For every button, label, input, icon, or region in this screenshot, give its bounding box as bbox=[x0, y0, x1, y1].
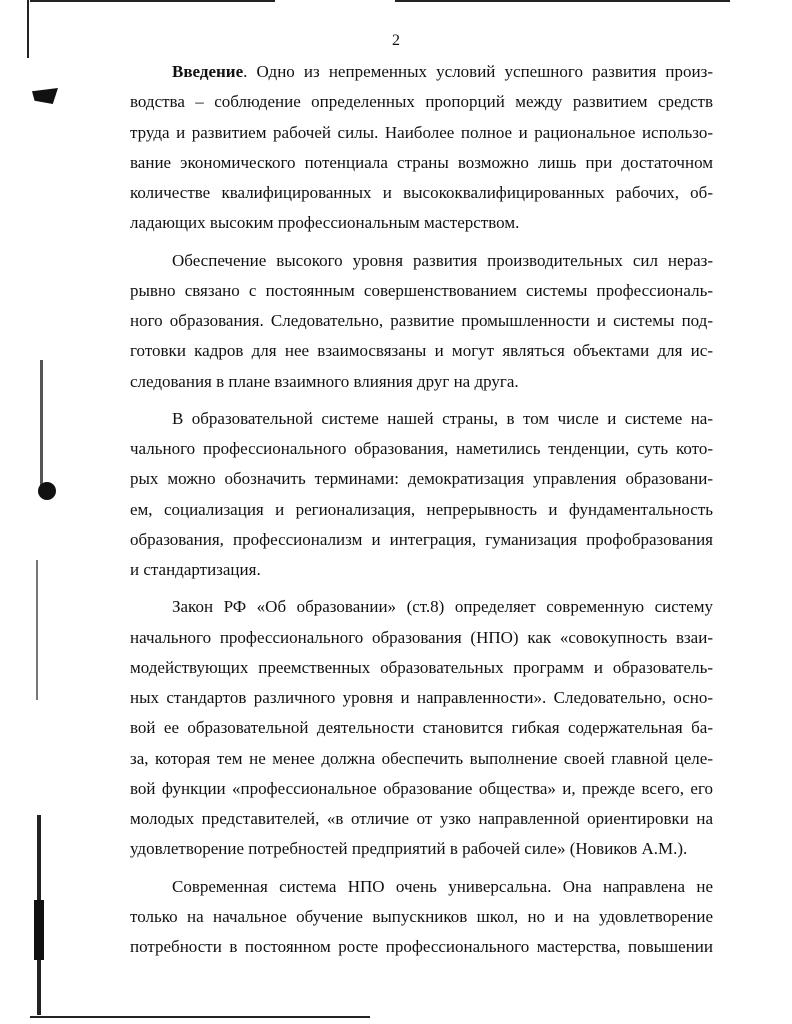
body-text bbox=[130, 57, 713, 962]
scan-blot-upper bbox=[32, 88, 58, 104]
text-line: Современная система НПО очень универсальна. Она направлена не bbox=[172, 876, 713, 896]
text-line: удовлетворение потребностей предприятий в рабочей силе» (Новиков А.М.). bbox=[130, 839, 688, 859]
text-line: начального профессионального образования (НПО) как «совокупность взаи- bbox=[130, 627, 713, 647]
text-line: готовки кадров для нее взаимосвязаны и могут являться объектами для ис- bbox=[130, 341, 713, 361]
scan-top-rule-gap bbox=[275, 0, 395, 3]
page-number: 2 bbox=[392, 32, 400, 49]
text-line: чального профессионального образования, наметились тенденции, суть кото- bbox=[130, 439, 713, 458]
text-line: вой ее образовательной деятельности становится гибкая содержательная ба- bbox=[130, 718, 713, 738]
text-line: водства – соблюдение определенных пропорций между развитием средств bbox=[130, 92, 713, 112]
scan-left-edge-mid bbox=[40, 360, 43, 490]
text-line: модействующих преемственных образовательных программ и образователь- bbox=[130, 657, 713, 677]
text-line: количестве квалифицированных и высококвалифицированных рабочих, об- bbox=[130, 183, 713, 202]
text-line: и стандартизация. bbox=[130, 560, 261, 579]
text-line: Введение. Одно из непременных условий успешного развития произ- bbox=[172, 62, 713, 81]
text-line: Обеспечение высокого уровня развития производительных сил нераз- bbox=[172, 250, 713, 270]
scan-blot-lower bbox=[34, 900, 44, 960]
text-line: вание экономического потенциала страны возможно лишь при достаточном bbox=[130, 152, 713, 172]
text-line: рывно связано с постоянным совершенствованием системы профессиональ- bbox=[130, 280, 713, 300]
text-line: вой функции «профессиональное образование общества» и, прежде всего, его bbox=[130, 778, 713, 798]
text-line: ных стандартов различного уровня и направленности». Следовательно, осно- bbox=[130, 688, 713, 707]
text-line: только на начальное обучение выпускников школ, но и на удовлетворение bbox=[130, 906, 713, 926]
scan-left-edge-lower bbox=[36, 560, 38, 700]
text-line: следования в плане взаимного влияния друг на друга. bbox=[130, 371, 519, 391]
text-line: труда и развитием рабочей силы. Наиболее полное и рациональное использо- bbox=[130, 122, 713, 142]
text-line: за, которая тем не менее должна обеспечить выполнение своей главной целе- bbox=[130, 748, 713, 768]
scan-bottom-rule bbox=[30, 1016, 370, 1018]
scan-punch-hole bbox=[38, 482, 56, 500]
text-line: ного образования. Следовательно, развитие промышленности и системы под- bbox=[130, 311, 713, 330]
text-line: рых можно обозначить терминами: демократизация управления образовани- bbox=[130, 469, 713, 489]
text-line: молодых представителей, «в отличие от узко направленной ориентировки на bbox=[130, 809, 713, 828]
text-line: Закон РФ «Об образовании» (ст.8) определяет современную систему bbox=[172, 597, 713, 617]
section-heading: Введение bbox=[172, 62, 244, 81]
text-line: ем, социализация и регионализация, непрерывность и фундаментальность bbox=[130, 499, 713, 519]
text-line: потребности в постоянном росте профессионального мастерства, повышении bbox=[130, 937, 713, 956]
text-line: образования, профессионализм и интеграция, гуманизация профобразования bbox=[130, 529, 713, 549]
text-line: В образовательной системе нашей страны, в том числе и системе на- bbox=[172, 408, 713, 428]
text-line: ладающих высоким профессиональным мастерством. bbox=[130, 213, 520, 233]
